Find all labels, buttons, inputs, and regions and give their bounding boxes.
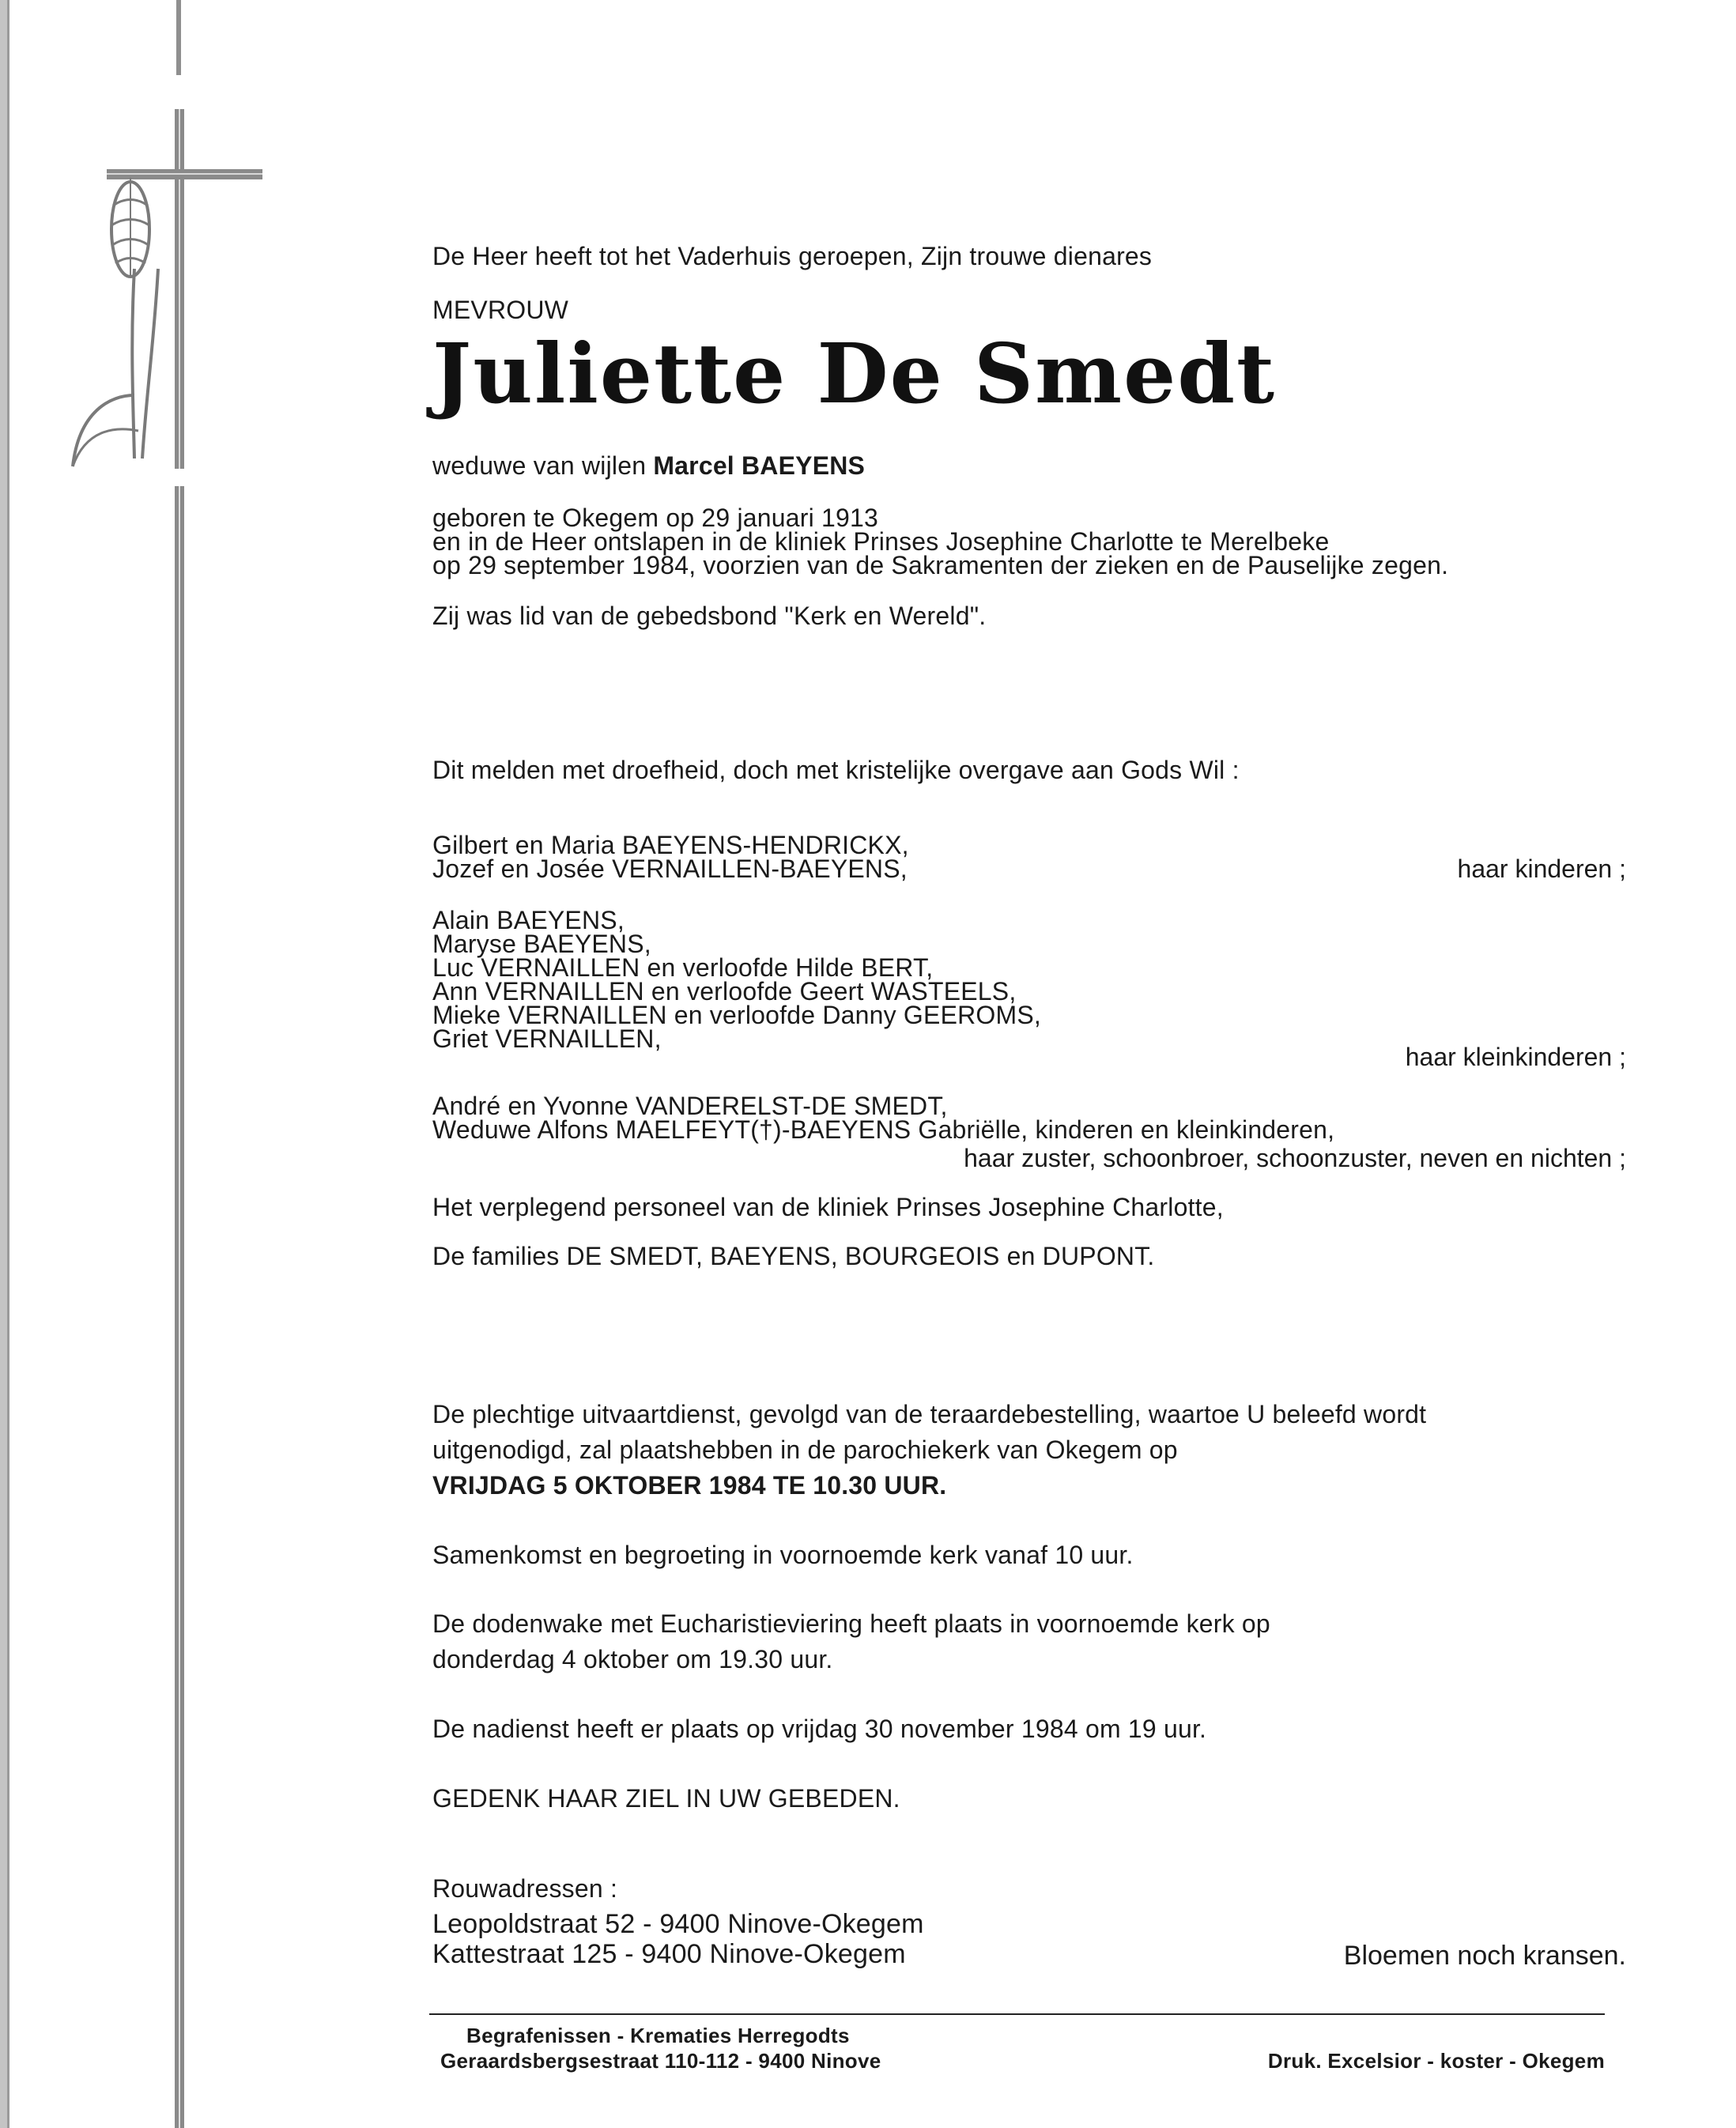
service-line-2: uitgenodigd, zal plaatshebben in de parochiekerk van Okegem op <box>432 1436 1178 1464</box>
title-text: MEVROUW <box>432 296 569 324</box>
service-line-1: De plechtige uitvaartdienst, gevolgd van de teraardebestelling, waartoe U beleefd wordt <box>432 1400 1427 1428</box>
grandchild-1: Alain BAEYENS, <box>432 906 625 934</box>
address-2: Kattestraat 125 - 9400 Ninove-Okegem <box>432 1939 906 1969</box>
grandchild-5: Mieke VERNAILLEN en verloofde Danny GEEROMS, <box>432 1001 1042 1029</box>
widow-line <box>432 451 865 481</box>
flowers-text: Bloemen noch kransen. <box>1343 1941 1626 1971</box>
mourners-intro: Dit melden met droefheid, doch met kristelijke overgave aan Gods Wil : <box>432 756 1240 784</box>
sibling-1: André en Yvonne VANDERELST-DE SMEDT, <box>432 1092 948 1120</box>
grandchild-6: Griet VERNAILLEN, <box>432 1024 662 1053</box>
grandchildren-label: haar kleinkinderen ; <box>1405 1043 1626 1071</box>
children-label: haar kinderen ; <box>1457 855 1626 883</box>
grandchild-3: Luc VERNAILLEN en verloofde Hilde BERT, <box>432 953 934 982</box>
wake-line-2: donderdag 4 oktober om 19.30 uur. <box>432 1645 833 1673</box>
cross-wheat-ornament-icon <box>0 0 285 2128</box>
death-line-1: en in de Heer ontslapen in de kliniek Prinses Josephine Charlotte te Merelbeke <box>432 527 1330 556</box>
undertaker-address: Geraardsbergsestraat 110-112 - 9400 Ninove <box>440 2049 881 2073</box>
footer-divider <box>429 2013 1605 2015</box>
wake-line-1: De dodenwake met Eucharistieviering heeft plaats in voornoemde kerk op <box>432 1609 1270 1638</box>
widow-of: Marcel BAEYENS <box>653 451 866 480</box>
sibling-2: Weduwe Alfons MAELFEYT(†)-BAEYENS Gabriëlle, kinderen en kleinkinderen, <box>432 1115 1335 1144</box>
printer-credit: Druk. Excelsior - koster - Okegem <box>1267 2049 1605 2073</box>
child-1: Gilbert en Maria BAEYENS-HENDRICKX, <box>432 831 909 859</box>
grandchild-4: Ann VERNAILLEN en verloofde Geert WASTEELS, <box>432 977 1017 1006</box>
families-text: De families DE SMEDT, BAEYENS, BOURGEOIS en DUPONT. <box>432 1242 1155 1270</box>
memorial-text: De nadienst heeft er plaats op vrijdag 30 november 1984 om 19 uur. <box>432 1715 1207 1743</box>
service-date: VRIJDAG 5 OKTOBER 1984 TE 10.30 UUR. <box>432 1471 947 1500</box>
prayer-text: GEDENK HAAR ZIEL IN UW GEBEDEN. <box>432 1784 900 1813</box>
member-text: Zij was lid van de gebedsbond "Kerk en Wereld". <box>432 602 987 630</box>
address-1: Leopoldstraat 52 - 9400 Ninove-Okegem <box>432 1909 924 1939</box>
child-2: Jozef en Josée VERNAILLEN-BAEYENS, <box>432 855 908 883</box>
staff-text: Het verplegend personeel van de kliniek Prinses Josephine Charlotte, <box>432 1193 1224 1221</box>
intro-text: De Heer heeft tot het Vaderhuis geroepen, Zijn trouwe dienares <box>432 242 1153 270</box>
addresses-label: Rouwadressen : <box>432 1874 618 1903</box>
deceased-name: Juliette De Smedt <box>432 325 1277 422</box>
death-line-2: op 29 september 1984, voorzien van de Sakramenten der zieken en de Pauselijke zegen. <box>432 551 1449 579</box>
widow-prefix: weduwe van wijlen <box>432 451 647 480</box>
gathering-text: Samenkomst en begroeting in voornoemde kerk vanaf 10 uur. <box>432 1541 1134 1569</box>
siblings-label: haar zuster, schoonbroer, schoonzuster, neven en nichten ; <box>964 1144 1626 1172</box>
birth-text: geboren te Okegem op 29 januari 1913 <box>432 504 879 532</box>
undertaker-name: Begrafenissen - Kremati​es Herregodts <box>466 2024 850 2047</box>
grandchild-2: Maryse BAEYENS, <box>432 930 651 958</box>
